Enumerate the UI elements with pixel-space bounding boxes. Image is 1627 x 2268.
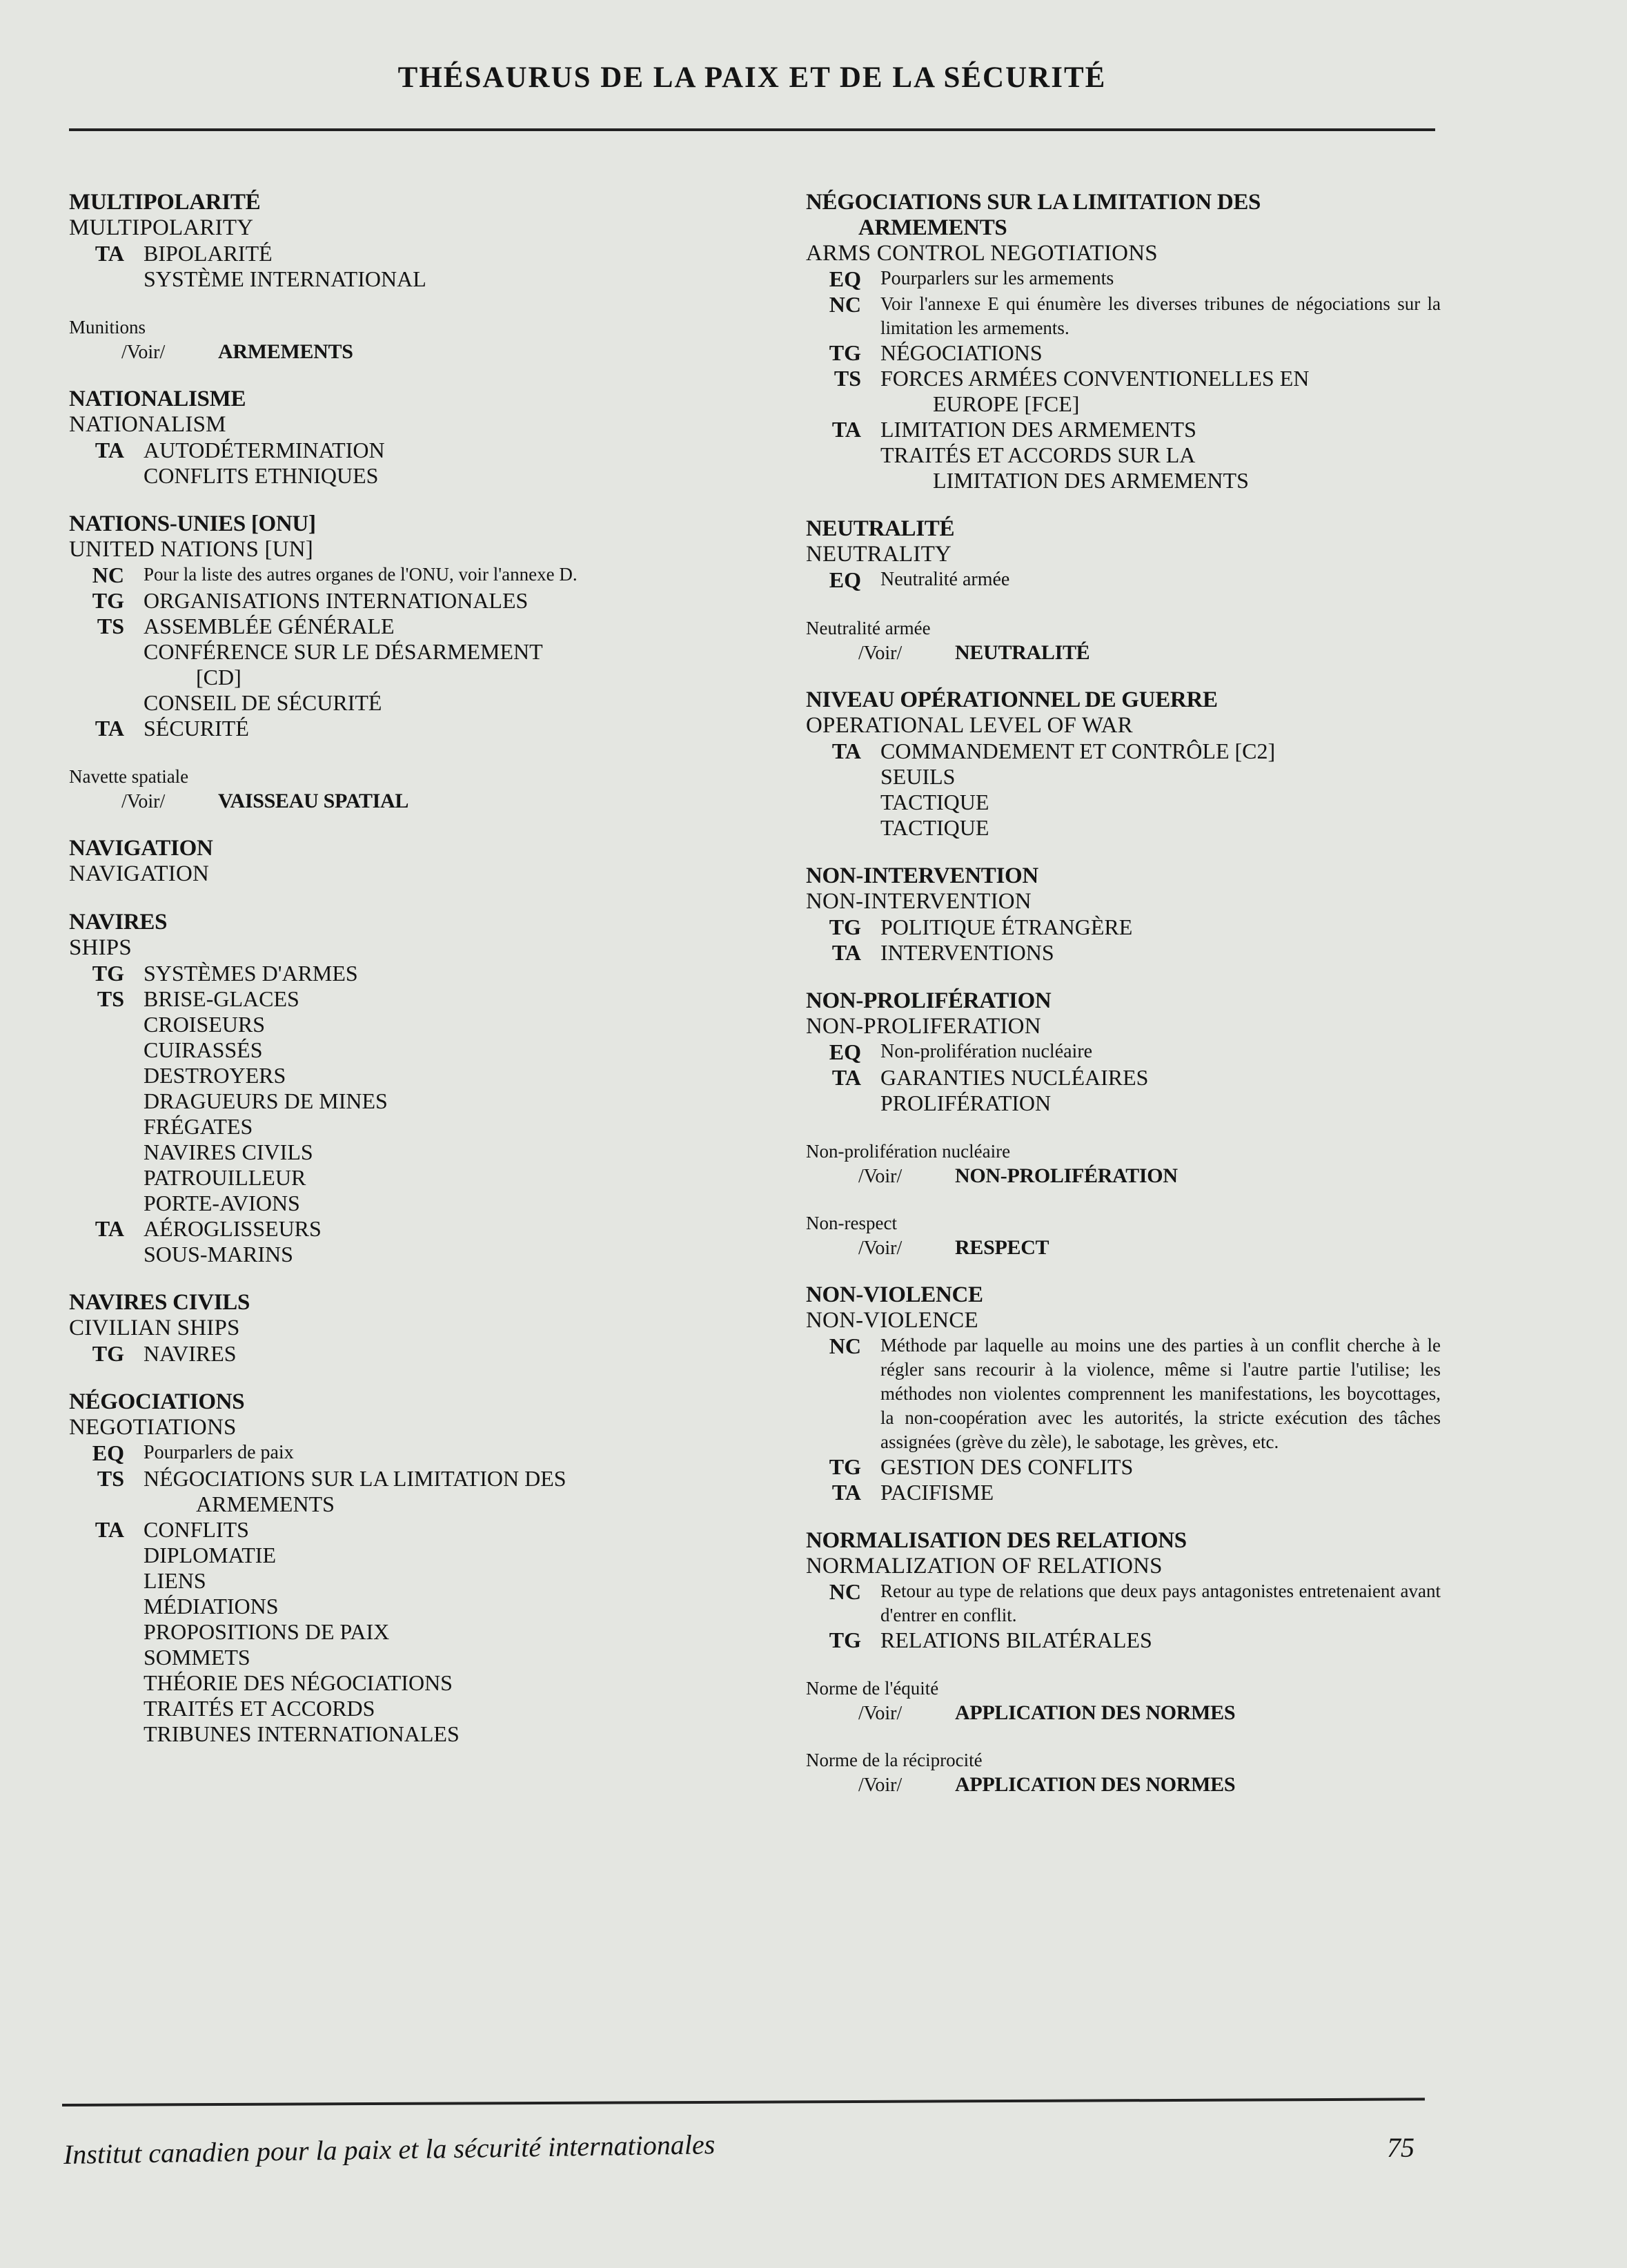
related-term: PATROUILLEUR	[144, 1165, 306, 1190]
entry-head: NÉGOCIATIONS SUR LA LIMITATION DES	[806, 190, 1261, 215]
related-term: CONFLITS ETHNIQUES	[144, 463, 379, 488]
entry-neutralite	[806, 516, 1441, 593]
entry-non-intervention	[806, 863, 1441, 966]
relation-code: TA	[95, 1216, 124, 1241]
equivalent-term: Non-prolifération nucléaire	[880, 1041, 1093, 1062]
relation-ta	[806, 940, 1441, 966]
related-term: CUIRASSÉS	[144, 1037, 263, 1062]
relation-code: TS	[834, 366, 861, 391]
ref-navette-spatiale	[69, 764, 759, 813]
relation-nc	[806, 1333, 1441, 1454]
relation-ta	[69, 1517, 759, 1747]
entry-english: NAVIGATION	[69, 861, 210, 886]
entry-nationalisme	[69, 387, 759, 489]
entry-navires-civils	[69, 1290, 759, 1367]
relation-code: TG	[829, 1627, 861, 1652]
entry-english: NEUTRALITY	[806, 542, 951, 567]
ref-target: VAISSEAU SPATIAL	[218, 790, 409, 812]
relation-tg	[69, 961, 759, 986]
related-term: AÉROGLISSEURS	[144, 1216, 322, 1241]
entry-head-continued: ARMEMENTS	[858, 215, 1007, 240]
related-term-continued: EUROPE [FCE]	[933, 391, 1080, 416]
entry-head: NÉGOCIATIONS	[69, 1389, 245, 1414]
voir-label: /Voir/	[858, 1238, 903, 1259]
entry-non-proliferation	[806, 988, 1441, 1116]
ref-target: RESPECT	[955, 1236, 1049, 1259]
entry-navires	[69, 910, 759, 1267]
related-term: PACIFISME	[880, 1480, 994, 1505]
entry-english: NON-PROLIFERATION	[806, 1014, 1041, 1039]
relation-ta	[806, 739, 1441, 841]
relation-code: EQ	[92, 1440, 124, 1465]
voir-label: /Voir/	[858, 1703, 903, 1724]
relation-ts	[69, 986, 759, 1216]
relation-ta	[69, 241, 759, 292]
related-term: SÉCURITÉ	[144, 716, 249, 741]
relation-ta	[806, 1065, 1441, 1116]
entry-english: NON-VIOLENCE	[806, 1308, 978, 1333]
relation-code: NC	[829, 292, 861, 317]
entry-negociations	[69, 1389, 759, 1747]
entry-english: NATIONALISM	[69, 412, 226, 437]
entry-head: NIVEAU OPÉRATIONNEL DE GUERRE	[806, 687, 1218, 712]
related-term: FORCES ARMÉES CONVENTIONELLES EN	[880, 366, 1310, 391]
related-term: BRISE-GLACES	[144, 986, 299, 1011]
relation-code: TG	[92, 1341, 124, 1366]
entry-english: CIVILIAN SHIPS	[69, 1316, 240, 1340]
related-term: SYSTÈME INTERNATIONAL	[144, 266, 426, 291]
relation-nc	[806, 1579, 1441, 1627]
ref-munitions	[69, 315, 759, 364]
related-term: DESTROYERS	[144, 1063, 286, 1088]
entry-negociations-limitation	[806, 190, 1441, 493]
page-title: THÉSAURUS DE LA PAIX ET DE LA SÉCURITÉ	[397, 61, 1107, 94]
relation-code: TA	[95, 1517, 124, 1542]
relation-tg	[806, 1454, 1441, 1480]
relation-code: TA	[831, 1480, 861, 1505]
ref-norme-reciprocite	[806, 1748, 1441, 1797]
ref-term: Munitions	[69, 317, 146, 338]
entry-multipolarite	[69, 190, 759, 292]
right-column	[806, 190, 1441, 1819]
entry-head: NEUTRALITÉ	[806, 516, 955, 541]
related-term: NAVIRES	[144, 1341, 237, 1366]
relation-code: NC	[829, 1333, 861, 1358]
voir-label: /Voir/	[858, 1775, 903, 1796]
relation-nc	[69, 563, 759, 588]
related-term: ASSEMBLÉE GÉNÉRALE	[144, 614, 395, 638]
relation-code: TA	[831, 940, 861, 965]
relation-code: TG	[829, 340, 861, 365]
related-term: SOMMETS	[144, 1645, 250, 1670]
entry-head: MULTIPOLARITÉ	[69, 190, 261, 215]
ref-target: NON-PROLIFÉRATION	[955, 1164, 1178, 1187]
relation-code: TA	[831, 1065, 861, 1090]
ref-target: NEUTRALITÉ	[955, 641, 1090, 664]
entry-niveau-operationnel	[806, 687, 1441, 841]
ref-neutralite-armee	[806, 616, 1441, 665]
related-term: CONFLITS	[144, 1517, 249, 1542]
relation-code: TG	[92, 588, 124, 613]
related-term: SEUILS	[880, 764, 956, 789]
ref-term: Navette spatiale	[69, 766, 189, 787]
relation-code: TS	[97, 986, 124, 1011]
relation-code: EQ	[829, 567, 861, 592]
related-term: SYSTÈMES D'ARMES	[144, 961, 358, 986]
relation-ta	[69, 438, 759, 489]
entry-nations-unies	[69, 511, 759, 741]
related-term: BIPOLARITÉ	[144, 241, 273, 266]
relation-ta	[806, 417, 1441, 493]
scope-note: Voir l'annexe E qui énumère les diverses tribunes de négociations sur la limitation les armements.	[880, 293, 1441, 338]
relation-eq	[806, 567, 1441, 593]
relation-ts	[69, 1466, 759, 1517]
related-term: TACTIQUE	[880, 790, 989, 814]
scope-note: Retour au type de relations que deux pays antagonistes entretenaient avant d'entrer en conflit.	[880, 1581, 1441, 1625]
related-term: ORGANISATIONS INTERNATIONALES	[144, 588, 529, 613]
relation-eq	[69, 1440, 759, 1466]
related-term: COMMANDEMENT ET CONTRÔLE [C2]	[880, 739, 1276, 763]
related-term: INTERVENTIONS	[880, 940, 1054, 965]
entry-english: NORMALIZATION OF RELATIONS	[806, 1554, 1163, 1578]
related-term: GESTION DES CONFLITS	[880, 1454, 1134, 1479]
relation-ts	[806, 366, 1441, 417]
header-rule	[69, 128, 1435, 131]
entry-head: NAVIRES CIVILS	[69, 1290, 250, 1315]
relation-code: TS	[97, 1466, 124, 1491]
related-term-continued: ARMEMENTS	[196, 1492, 335, 1516]
entry-head: NATIONS-UNIES [ONU]	[69, 511, 316, 536]
ref-norme-equite	[806, 1676, 1441, 1725]
ref-term: Norme de l'équité	[806, 1678, 939, 1699]
voir-label: /Voir/	[858, 1166, 903, 1187]
voir-label: /Voir/	[858, 643, 903, 664]
voir-label: /Voir/	[121, 791, 166, 812]
ref-target: ARMEMENTS	[218, 340, 353, 363]
ref-term: Non-respect	[806, 1213, 897, 1233]
page-number: 75	[1387, 2132, 1414, 2163]
equivalent-term: Pourparlers de paix	[144, 1442, 294, 1463]
related-term: LIENS	[144, 1568, 206, 1593]
entry-head: NON-INTERVENTION	[806, 863, 1038, 888]
relation-nc	[806, 292, 1441, 340]
related-term: NAVIRES CIVILS	[144, 1140, 313, 1164]
relation-tg	[69, 1341, 759, 1367]
relation-code: TA	[95, 438, 124, 462]
ref-term: Non-prolifération nucléaire	[806, 1141, 1011, 1162]
ref-non-respect	[806, 1211, 1441, 1260]
entry-english: NON-INTERVENTION	[806, 889, 1032, 914]
voir-label: /Voir/	[121, 342, 166, 363]
entry-english: SHIPS	[69, 935, 132, 960]
related-term: TRAITÉS ET ACCORDS SUR LA	[880, 442, 1196, 467]
entry-non-violence	[806, 1282, 1441, 1505]
entry-head: NAVIRES	[69, 910, 168, 935]
entry-normalisation	[806, 1528, 1441, 1653]
relation-code: TA	[831, 417, 861, 442]
entry-head: NAVIGATION	[69, 836, 213, 861]
relation-eq	[806, 1039, 1441, 1065]
related-term: LIMITATION DES ARMEMENTS	[880, 417, 1196, 442]
related-term: POLITIQUE ÉTRANGÈRE	[880, 915, 1133, 939]
relation-code: TS	[97, 614, 124, 638]
footer-rule	[62, 2098, 1425, 2106]
relation-ta	[69, 1216, 759, 1267]
related-term: THÉORIE DES NÉGOCIATIONS	[144, 1670, 453, 1695]
relation-code: TA	[95, 716, 124, 741]
entry-english: MULTIPOLARITY	[69, 215, 254, 240]
relation-code: NC	[829, 1579, 861, 1604]
scope-note: Pour la liste des autres organes de l'ONU, voir l'annexe D.	[144, 564, 578, 585]
related-term: AUTODÉTERMINATION	[144, 438, 385, 462]
relation-tg	[806, 340, 1441, 366]
related-term: CONFÉRENCE SUR LE DÉSARMEMENT	[144, 639, 543, 664]
relation-tg	[806, 1627, 1441, 1653]
related-term: MÉDIATIONS	[144, 1594, 279, 1619]
entry-head: NON-PROLIFÉRATION	[806, 988, 1052, 1013]
entry-head: NORMALISATION DES RELATIONS	[806, 1528, 1187, 1553]
entry-english: NEGOTIATIONS	[69, 1415, 237, 1440]
related-term: DIPLOMATIE	[144, 1543, 276, 1567]
entry-english: UNITED NATIONS [UN]	[69, 537, 313, 562]
related-term: TRAITÉS ET ACCORDS	[144, 1696, 375, 1721]
ref-term: Neutralité armée	[806, 618, 931, 638]
relation-code: TG	[92, 961, 124, 986]
relation-code: NC	[92, 563, 124, 587]
related-term-continued: LIMITATION DES ARMEMENTS	[933, 468, 1249, 493]
related-term: CROISEURS	[144, 1012, 266, 1037]
entry-head: NATIONALISME	[69, 387, 246, 411]
entry-english: ARMS CONTROL NEGOTIATIONS	[806, 241, 1158, 266]
left-column	[69, 190, 759, 1770]
related-term: PORTE-AVIONS	[144, 1191, 300, 1215]
relation-code: TG	[829, 915, 861, 939]
related-term-continued: [CD]	[196, 665, 241, 690]
equivalent-term: Neutralité armée	[880, 569, 1010, 590]
relation-ta	[806, 1480, 1441, 1505]
entry-head: NON-VIOLENCE	[806, 1282, 983, 1307]
ref-target: APPLICATION DES NORMES	[955, 1701, 1236, 1724]
related-term: DRAGUEURS DE MINES	[144, 1088, 388, 1113]
related-term: TACTIQUE	[880, 815, 989, 840]
related-term: FRÉGATES	[144, 1114, 253, 1139]
entry-english: OPERATIONAL LEVEL OF WAR	[806, 713, 1133, 738]
relation-ts	[69, 614, 759, 716]
relation-tg	[69, 588, 759, 614]
related-term: PROPOSITIONS DE PAIX	[144, 1619, 390, 1644]
relation-ta	[69, 716, 759, 741]
scope-note: Méthode par laquelle au moins une des parties à un conflit cherche à le régler sans recourir à la violence, même si l'autre partie l'utilise; les méthodes non violentes comprennent les manifestations, les boycottages, la non-coopération avec les autorités, la stricte exécution des tâches assignées (grève du zèle), le sabotage, les grèves, etc.	[880, 1335, 1441, 1452]
relation-code: TG	[829, 1454, 861, 1479]
equivalent-term: Pourparlers sur les armements	[880, 268, 1114, 289]
relation-code: EQ	[829, 266, 861, 291]
relation-eq	[806, 266, 1441, 292]
related-term: NÉGOCIATIONS	[880, 340, 1043, 365]
related-term: PROLIFÉRATION	[880, 1091, 1052, 1115]
ref-term: Norme de la réciprocité	[806, 1750, 983, 1770]
relation-code: TA	[831, 739, 861, 763]
relation-code: EQ	[829, 1039, 861, 1064]
related-term: TRIBUNES INTERNATIONALES	[144, 1721, 460, 1746]
footer-publisher: Institut canadien pour la paix et la sécurité internationales	[63, 2129, 716, 2170]
related-term: NÉGOCIATIONS SUR LA LIMITATION DES	[144, 1466, 566, 1491]
related-term: SOUS-MARINS	[144, 1242, 293, 1267]
relation-tg	[806, 915, 1441, 940]
entry-navigation	[69, 836, 759, 887]
related-term: CONSEIL DE SÉCURITÉ	[144, 690, 382, 715]
related-term: RELATIONS BILATÉRALES	[880, 1627, 1152, 1652]
ref-target: APPLICATION DES NORMES	[955, 1773, 1236, 1796]
related-term: GARANTIES NUCLÉAIRES	[880, 1065, 1149, 1090]
ref-non-proliferation-nucleaire	[806, 1139, 1441, 1188]
relation-code: TA	[95, 241, 124, 266]
